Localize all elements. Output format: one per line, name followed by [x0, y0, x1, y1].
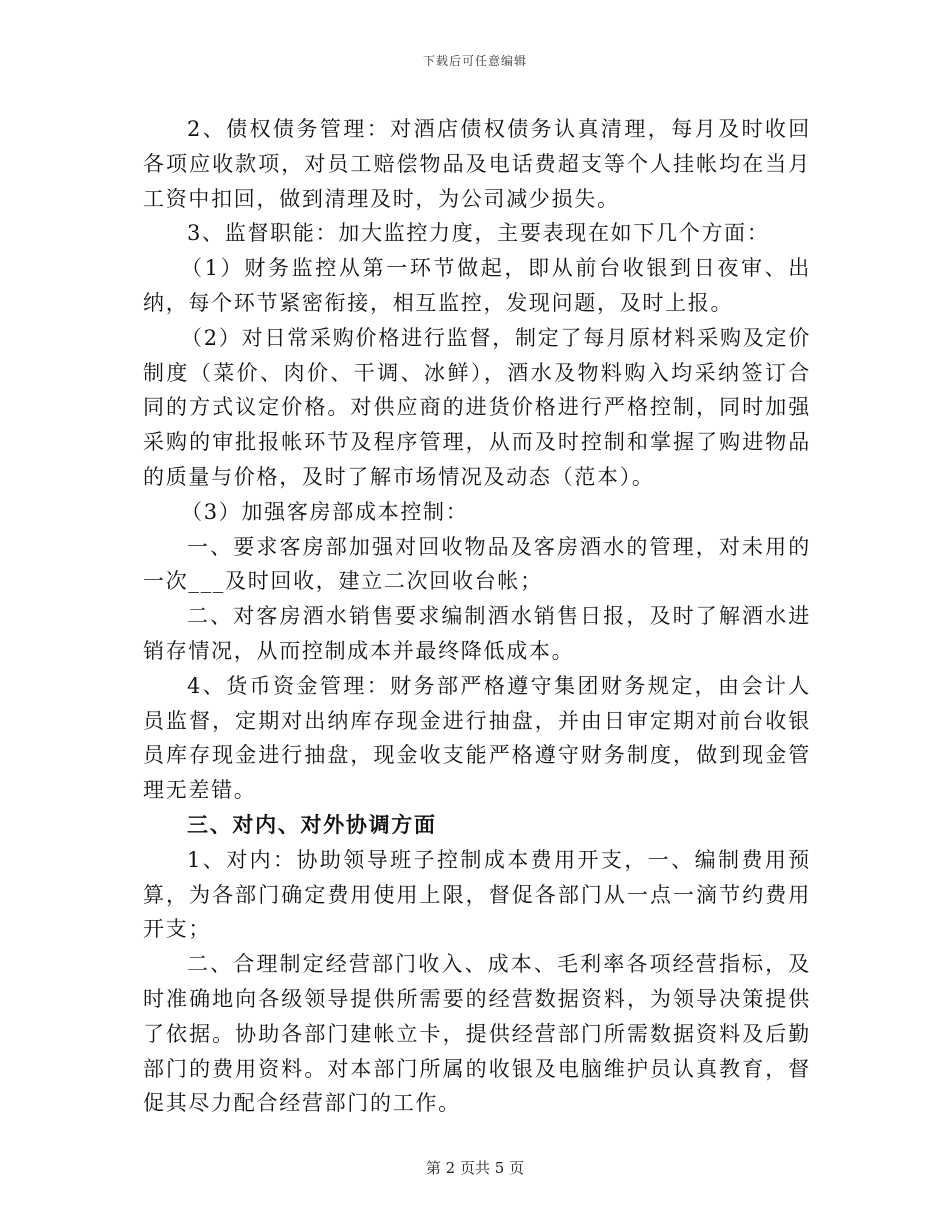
paragraph-supervision: 3、监督职能：加大监控力度，主要表现在如下几个方面：: [187, 221, 770, 246]
document-body: [143, 112, 811, 1121]
paragraph-room-item-recycle: 一、要求客房部加强对回收物品及客房酒水的管理，对未用的一次___及时回收，建立二次回收台帐；: [143, 534, 811, 594]
paragraph-cash-management: 4、货币资金管理：财务部严格遵守集团财务规定，由会计人员监督，定期对出纳库存现金进行抽盘，并由日审定期对前台收银员库存现金进行抽盘，现金收支能严格遵守财务制度，做到现金管理无差错。: [143, 673, 811, 803]
section-heading-coordination: 三、对内、对外协调方面: [187, 811, 437, 837]
paragraph-operating-indicators: 二、合理制定经营部门收入、成本、毛利率各项经营指标，及时准确地向各级领导提供所需要的经营数据资料，为领导决策提供了依据。协助各部门建帐立卡，提供经营部门所需数据资料及后勤部门的费用资料。对本部门所属的收银及电脑维护员认真教育，督促其尽力配合经营部门的工作。: [143, 952, 811, 1116]
page-header: 下载后可任意编辑: [422, 54, 527, 68]
paragraph-internal-coordination: 1、对内：协助领导班子控制成本费用开支，一、编制费用预算，为各部门确定费用使用上限，督促各部门从一点一滴节约费用开支；: [143, 847, 811, 942]
paragraph-financial-monitoring: （1）财务监控从第一环节做起，即从前台收银到日夜审、出纳，每个环节紧密衔接，相互监控，发现问题，及时上报。: [143, 256, 811, 315]
paragraph-purchase-price: （2）对日常采购价格进行监督，制定了每月原材料采购及定价制度（菜价、肉价、干调、冰鲜），酒水及物料购入均采纳签订合同的方式议定价格。对供应商的进货价格进行严格控制，同时加强采购的审批报帐环节及程序管理，从而及时控制和掌握了购进物品的质量与价格，及时了解市场情况及动态（范本）。: [143, 325, 811, 489]
paragraph-debt-management: 2、债权债务管理：对酒店债权债务认真清理，每月及时收回各项应收款项，对员工赔偿物品及电话费超支等个人挂帐均在当月工资中扣回，做到清理及时，为公司减少损失。: [143, 117, 811, 211]
paragraph-room-drink-sales: 二、对客房酒水销售要求编制酒水销售日报，及时了解酒水进销存情况，从而控制成本并最终降低成本。: [143, 604, 811, 663]
page-footer: 第 2 页共 5 页: [425, 1159, 525, 1177]
paragraph-room-cost-control: （3）加强客房部成本控制：: [181, 499, 469, 524]
